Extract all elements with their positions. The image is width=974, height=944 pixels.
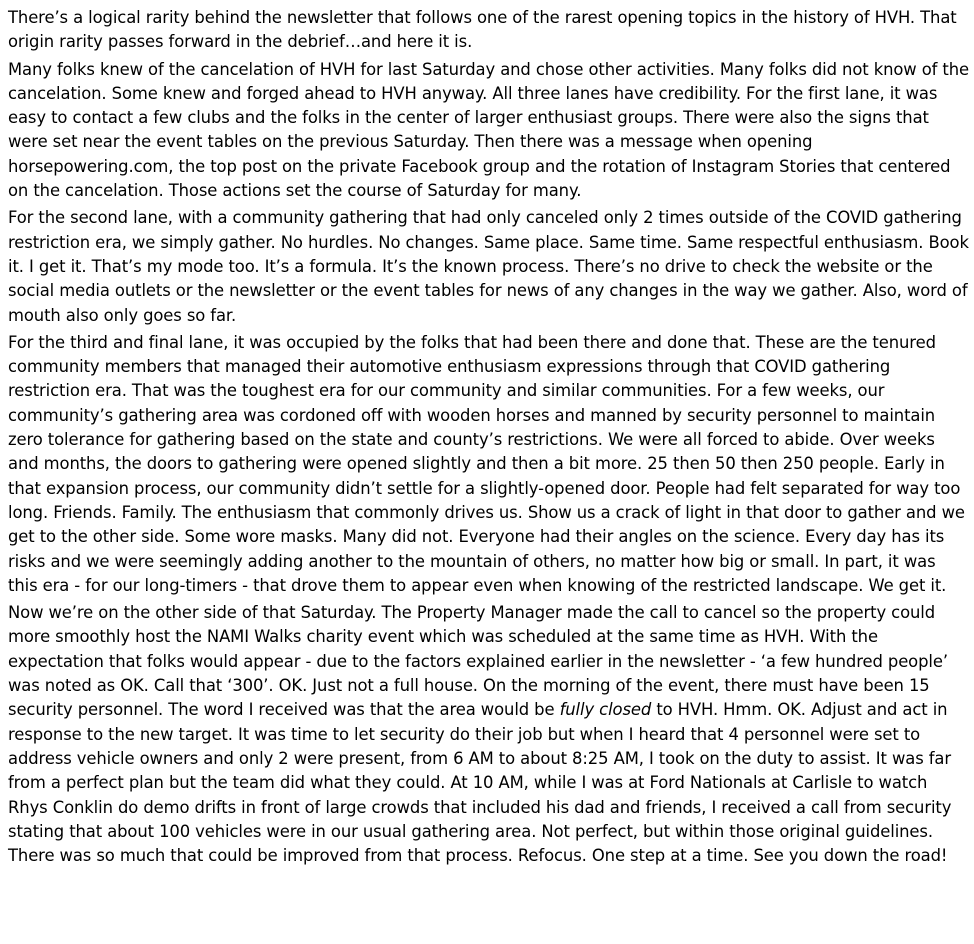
- paragraph-intro: There’s a logical rarity behind the newsletter that follows one of the rarest opening topics in the history of HVH. That origin rarity passes forward in the debrief…and here it is.: [8, 8, 957, 52]
- paragraph-first-lane: Many folks knew of the cancelation of HVH for last Saturday and chose other activities. Many folks did not know of the cancelation. Some knew and forged ahead to HVH anyway. All three lanes have credibility. For the first lane, it was easy to contact a few clubs and the folks in the center of larger enthusiast groups. There were also the signs that were set near the event tables on the previous Saturday. Then there was a message when opening horsepowering.com, the top post on the private Facebook group and the rotation of Instagram Stories that centered on the cancelation. Those actions set the course of Saturday for many.: [8, 59, 970, 201]
- emphasis-fully-closed: fully closed: [559, 700, 652, 720]
- paragraph-aftermath-text-before: Now we’re on the other side of that Saturday. The Property Manager made the call to cancel so the property could more smoothly host the NAMI Walks charity event which was scheduled at the same time as HVH. With the expectation that folks would appear - due to the factors explained earlier in the newsletter - ‘a few hundred people’ was noted as OK. Call that ‘300’. OK. Just not a full house. On the morning of the event, there must have been 15 security personnel. The word I received was that the area would be: [8, 603, 948, 720]
- paragraph-aftermath: [8, 601, 970, 868]
- paragraph-second-lane: For the second lane, with a community gathering that had only canceled only 2 times outside of the COVID gathering restriction era, we simply gather. No hurdles. No changes. Same place. Same time. Same respectful enthusiasm. Book it. I get it. That’s my mode too. It’s a formula. It’s the known process. There’s no drive to check the website or the social media outlets or the newsletter or the event tables for news of any changes in the way we gather. Also, word of mouth also only goes so far.: [8, 208, 969, 325]
- paragraph-third-lane: For the third and final lane, it was occupied by the folks that had been there and done that. These are the tenured community members that managed their automotive enthusiasm expressions through that COVID gathering restriction era. That was the toughest era for our community and similar communities. For a few weeks, our community’s gathering area was cordoned off with wooden horses and manned by security personnel to maintain zero tolerance for gathering based on the state and county’s restrictions. We were all forced to abide. Over weeks and months, the doors to gathering were opened slightly and then a bit more. 25 then 50 then 250 people. Early in that expansion process, our community didn’t settle for a slightly-opened door. People had felt separated for way too long. Friends. Family. The enthusiasm that commonly drives us. Show us a crack of light in that door to gather and we get to the other side. Some wore masks. Many did not. Everyone had their angles on the science. Every day has its risks and we were seemingly adding another to the mountain of others, no matter how big or small. In part, it was this era - for our long-timers - that drove them to appear even when knowing of the restricted landscape. We get it.: [8, 332, 965, 595]
- newsletter-body: [8, 6, 970, 868]
- paragraph-aftermath-text-after: to HVH. Hmm. OK. Adjust and act in response to the new target. It was time to let security do their job but when I heard that 4 personnel were set to address vehicle owners and only 2 were present, from 6 AM to about 8:25 AM, I took on the duty to assist. It was far from a perfect plan but the team did what they could. At 10 AM, while I was at Ford Nationals at Carlisle to watch Rhys Conklin do demo drifts in front of large crowds that included his dad and friends, I received a call from security stating that about 100 vehicles were in our usual gathering area. Not perfect, but within those original guidelines. There was so much that could be improved from that process. Refocus. One step at a time. See you down the road!: [8, 700, 952, 866]
